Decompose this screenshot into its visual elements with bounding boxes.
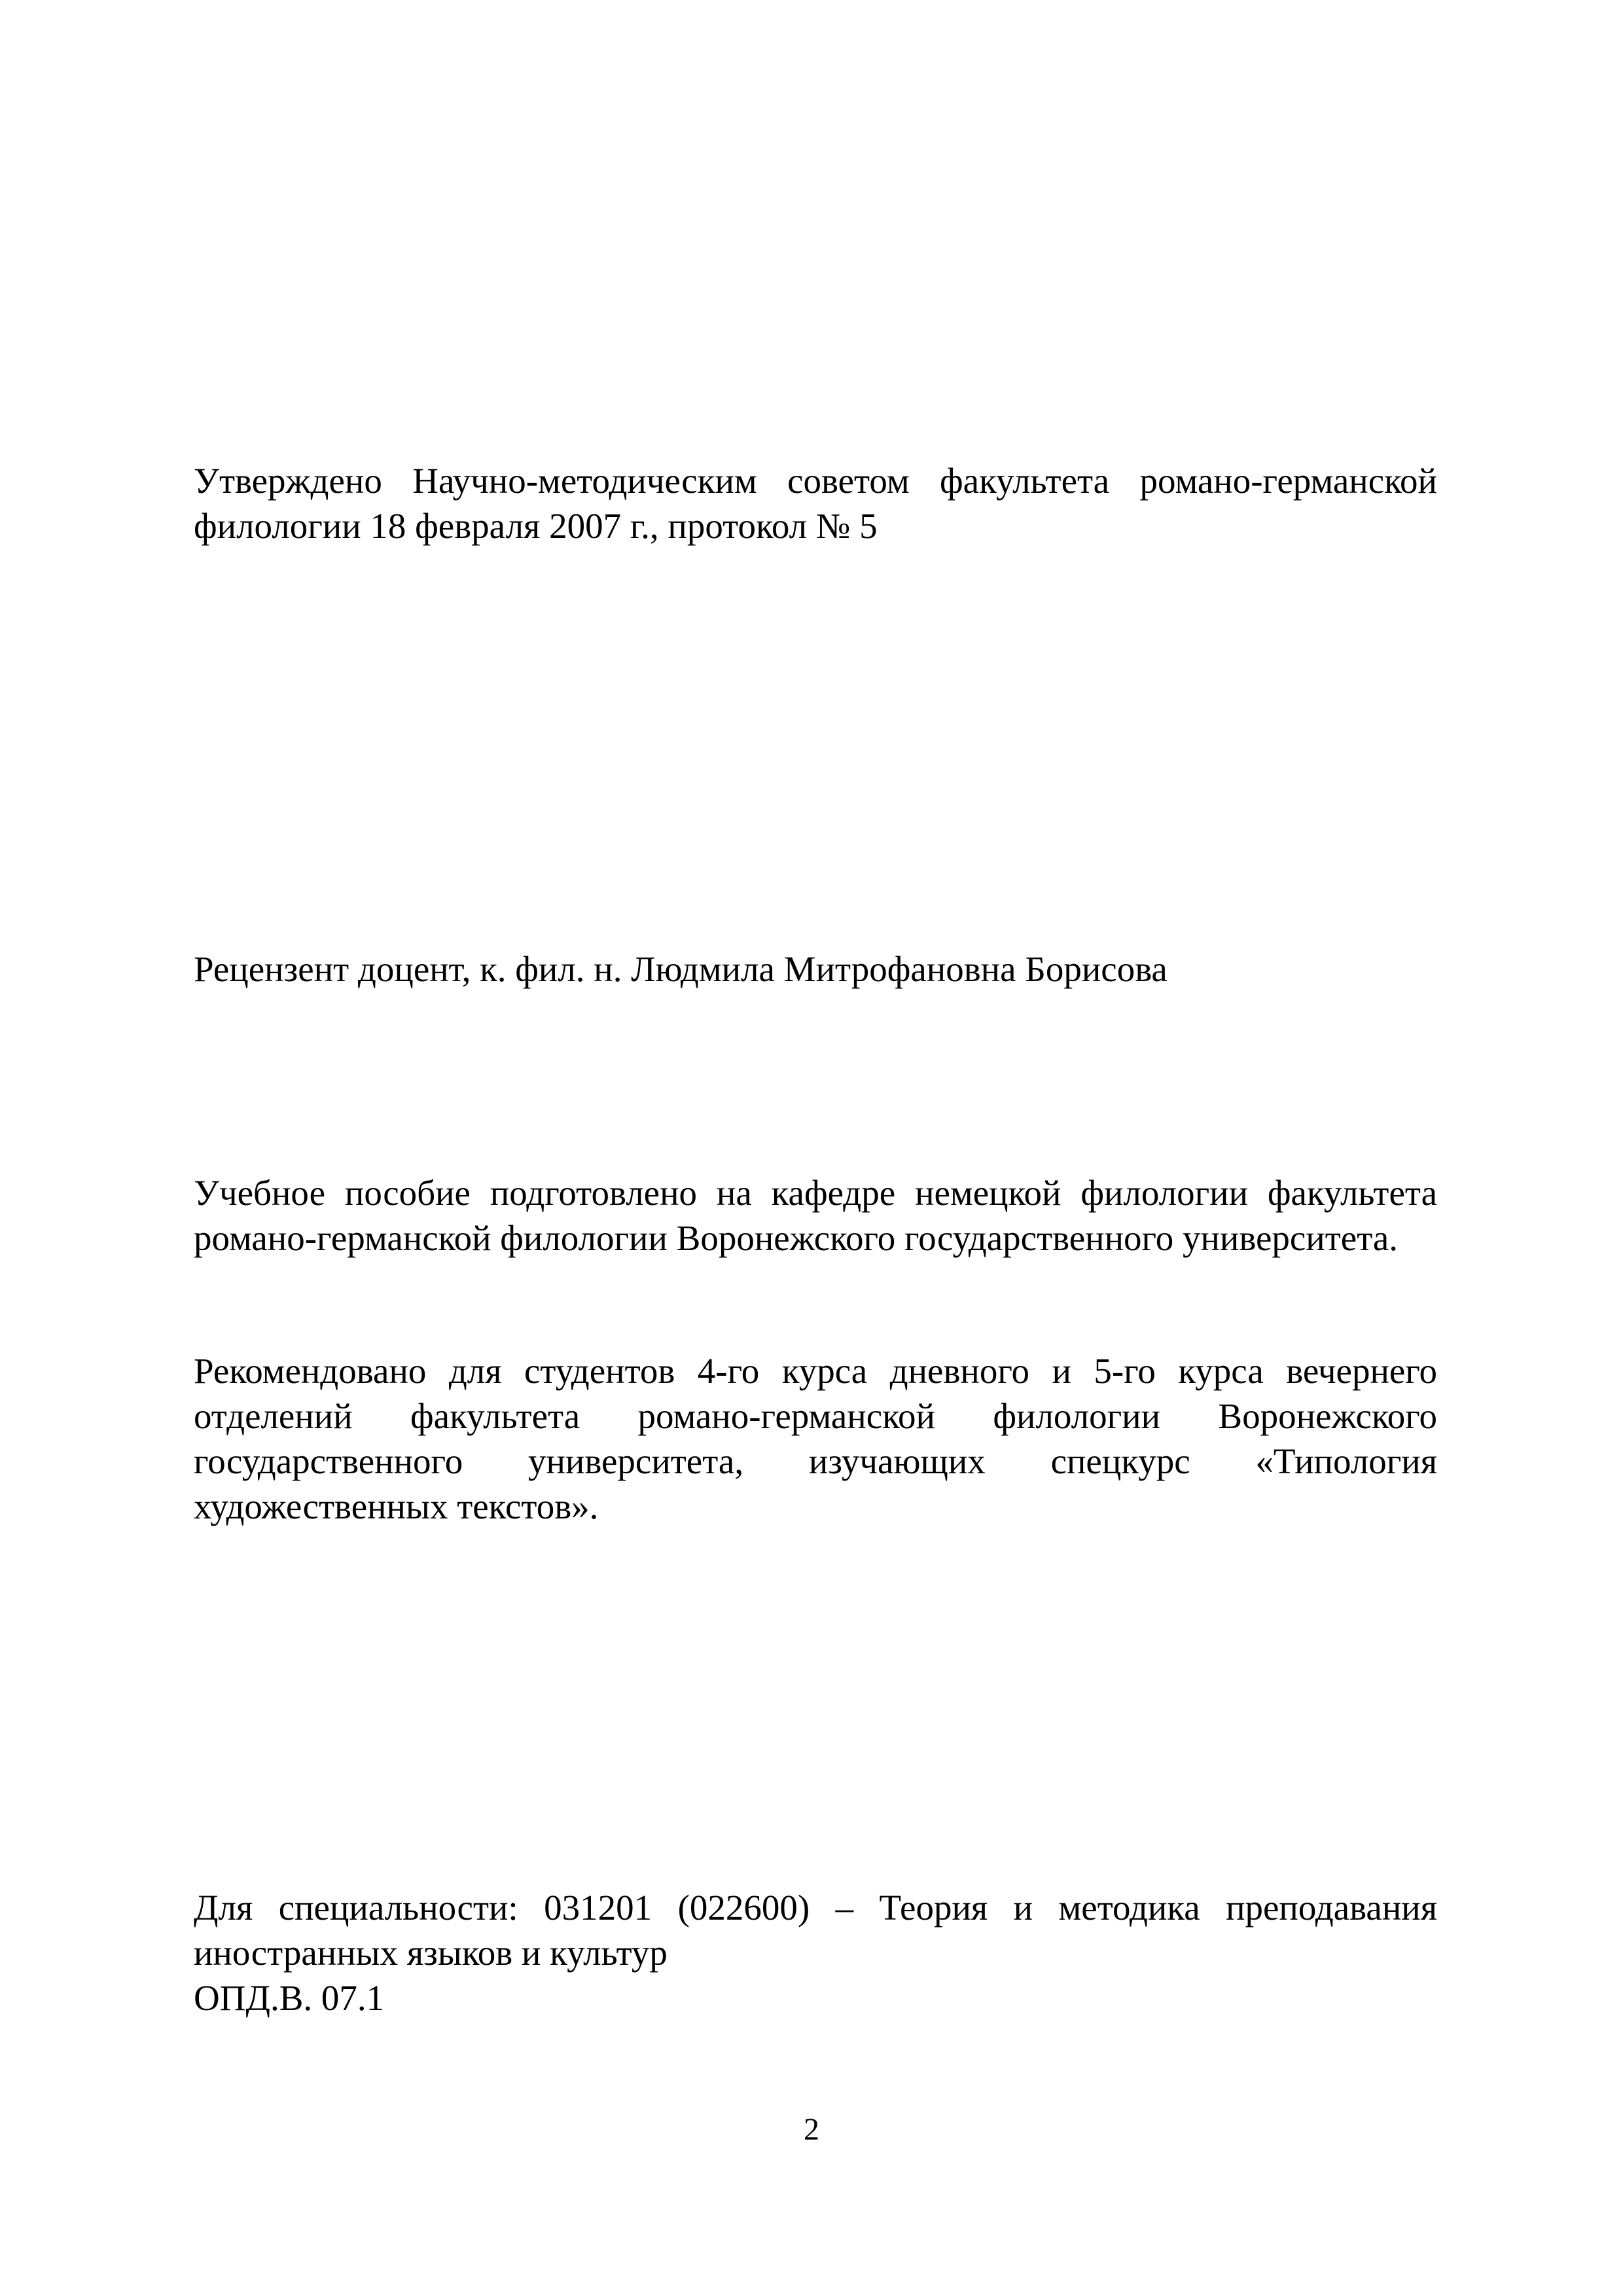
recommendation-statement: Рекомендовано для студентов 4-го курса дневного и 5-го курса вечернего отделений факультета романо-германской филологии Воронежского государственного университета, изучающих спецкурс «Типология художественных текстов».: [194, 1351, 1437, 1526]
page-number: 2: [804, 2112, 819, 2147]
prepared-statement: Учебное пособие подготовлено на кафедре немецкой филологии факультета романо-германской филологии Воронежского государственного университета.: [194, 1173, 1437, 1258]
reviewer-line: Рецензент доцент, к. фил. н. Людмила Митрофановна Борисова: [194, 949, 1168, 989]
approval-statement: Утверждено Научно-методическим советом факультета романо-германской филологии 18 февраля 2007 г., протокол № 5: [194, 461, 1437, 546]
course-code: ОПД.В. 07.1: [194, 1978, 385, 2018]
speciality-statement: Для специальности: 031201 (022600) – Теория и методика преподавания иностранных языков и культур: [194, 1888, 1437, 1973]
